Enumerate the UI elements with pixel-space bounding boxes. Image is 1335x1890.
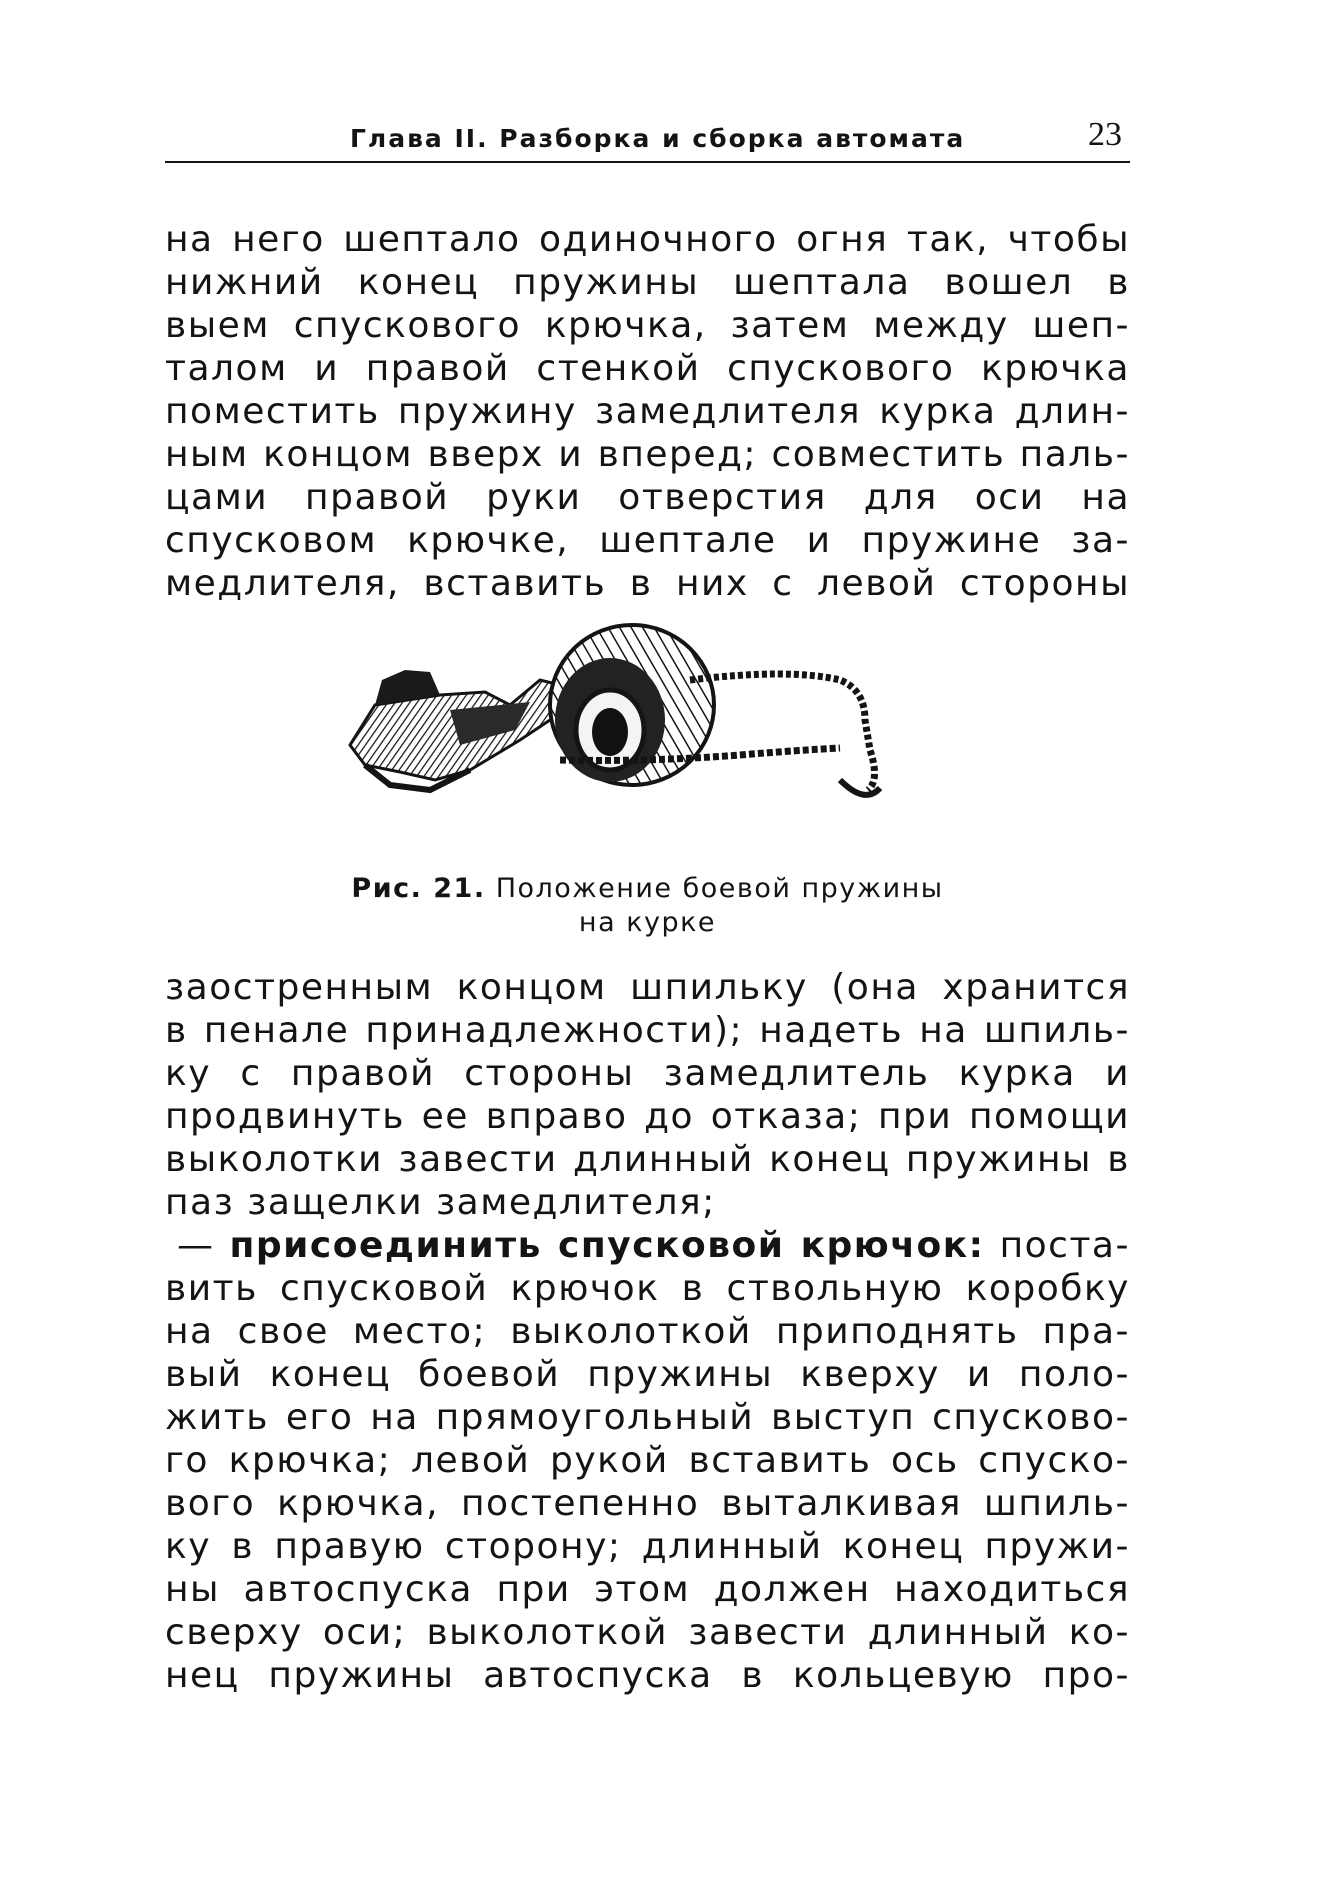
text-line: продвинуть ее вправо до отказа; при помощи: [165, 1096, 1130, 1137]
pivot-hole: [592, 708, 628, 756]
text-line: на свое место; выколоткой приподнять пра-: [165, 1311, 1130, 1352]
spring-arm-upper: [690, 674, 875, 790]
text-line: медлителя, вставить в них с левой стороны: [165, 563, 1130, 604]
text-line: ным концом вверх и вперед; совместить паль-: [165, 434, 1130, 475]
caption-line-1: Положение боевой пружины: [495, 873, 944, 904]
chapter-title: Глава II. Разборка и сборка автомата: [350, 124, 966, 153]
figure-caption: [165, 872, 1130, 940]
lead-rest: поста-: [999, 1225, 1130, 1266]
text-line-lead: [165, 1224, 1130, 1267]
lead-dash: —: [177, 1225, 215, 1266]
text-line: ку с правой стороны замедлитель курка и: [165, 1053, 1130, 1094]
text-line: паз защелки замедлителя;: [165, 1182, 716, 1223]
text-line: нец пружины автоспуска в кольцевую про-: [165, 1655, 1130, 1696]
text-line: вого крючка, постепенно выталкивая шпиль-: [165, 1483, 1130, 1524]
text-line: цами правой руки отверстия для оси на: [165, 477, 1130, 518]
text-line: поместить пружину замедлителя курка длин-: [165, 391, 1130, 432]
paragraph-middle: [165, 966, 1130, 1224]
text-line: спусковом крючке, шептале и пружине за-: [165, 520, 1130, 561]
text-line: нижний конец пружины шептала вошел в: [165, 262, 1130, 303]
paragraph-top: [165, 218, 1130, 605]
page-number: 23: [1088, 116, 1122, 153]
text-line: ку в правую сторону; длинный конец пружи-: [165, 1526, 1130, 1567]
text-line: в пенале принадлежности); надеть на шпиль-: [165, 1010, 1130, 1051]
header-rule: [165, 161, 1130, 163]
text-line: талом и правой стенкой спускового крючка: [165, 348, 1130, 389]
running-head: [165, 118, 1130, 162]
text-line: го крючка; левой рукой вставить ось спуско-: [165, 1440, 1130, 1481]
text-line: выем спускового крючка, затем между шеп-: [165, 305, 1130, 346]
text-line: жить его на прямоугольный выступ спусково-: [165, 1397, 1130, 1438]
text-line: вый конец боевой пружины кверху и поло-: [165, 1354, 1130, 1395]
caption-line-2: на курке: [578, 907, 717, 938]
text-line: заостренным концом шпильку (она хранится: [165, 967, 1130, 1008]
figure-label: Рис. 21.: [351, 873, 486, 904]
text-line: сверху оси; выколоткой завести длинный ко-: [165, 1612, 1130, 1653]
text-line: вить спусковой крючок в ствольную коробку: [165, 1268, 1130, 1309]
paragraph-bottom: [165, 1224, 1130, 1697]
text-line: выколотки завести длинный конец пружины в: [165, 1139, 1130, 1180]
text-line: на него шептало одиночного огня так, чтобы: [165, 219, 1130, 260]
text-line: ны автоспуска при этом должен находиться: [165, 1569, 1130, 1610]
lead-bold-phrase: присоединить спусковой крючок:: [229, 1225, 985, 1266]
figure-hammer-mainspring: [320, 610, 1000, 860]
